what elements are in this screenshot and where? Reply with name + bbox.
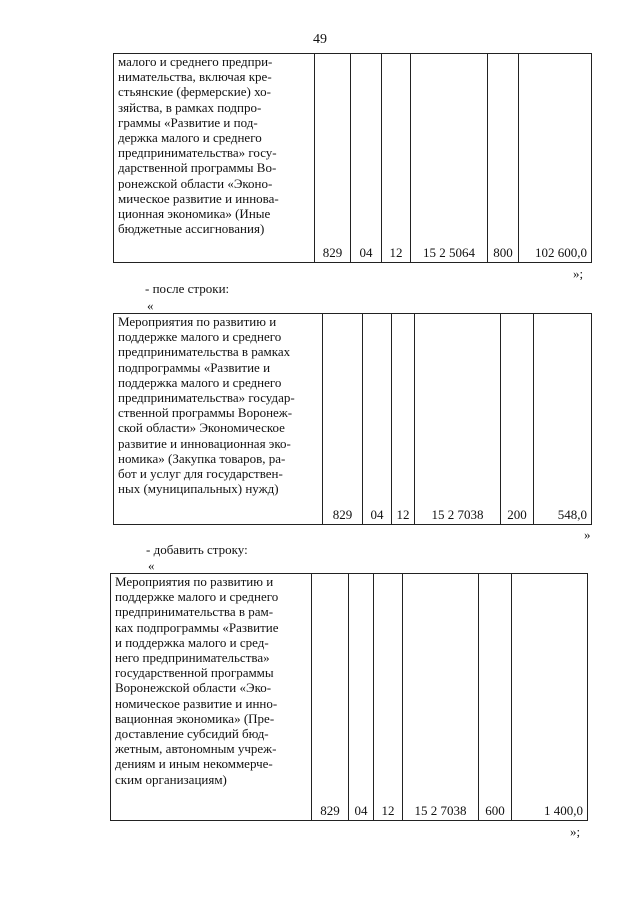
table-row	[111, 574, 588, 821]
expense-type-code: 600	[479, 574, 512, 821]
expense-type-code: 200	[501, 314, 534, 525]
description-line: граммы «Развитие и под-	[118, 114, 258, 130]
description-line: ционная экономика» (Иные	[118, 206, 271, 222]
description-line: мическое развитие и иннова-	[118, 190, 279, 206]
description-line: ных (муниципальных) нужд)	[118, 481, 279, 497]
description-line: вационная экономика» (Пре-	[115, 710, 275, 726]
description-line: предпринимательства» государ-	[118, 390, 295, 406]
description-line: развитие и инновационная эко-	[118, 435, 291, 451]
description-line: Мероприятия по развитию и	[118, 314, 277, 329]
description-line: поддержке малого и среднего	[115, 589, 279, 605]
row-description	[114, 54, 315, 263]
description-line: номическое развитие и инно-	[115, 695, 278, 711]
closing-quote: »	[584, 527, 591, 542]
description-line: бот и услуг для государствен-	[118, 466, 283, 482]
description-line: доставление субсидий бюд-	[115, 726, 269, 742]
description-line: стьянские (фермерские) хо-	[118, 84, 271, 100]
description-line: и поддержка малого и сред-	[115, 634, 269, 650]
amount: 102 600,0	[519, 54, 592, 263]
description-line: него предпринимательства»	[115, 650, 270, 666]
subsection-code: 12	[382, 54, 411, 263]
budget-table-2	[113, 313, 592, 525]
description-line: нимательства, включая кре-	[118, 69, 272, 85]
description-line: предпринимательства в рамках	[118, 344, 291, 360]
instruction-add-row: - добавить строку:	[146, 542, 248, 557]
description-line: бюджетные ассигнования)	[118, 221, 265, 237]
description-line: малого и среднего предпри-	[118, 54, 273, 69]
section-code: 04	[363, 314, 392, 525]
description-line: предпринимательства в рам-	[115, 604, 274, 620]
description-line: ронежской области «Эконо-	[118, 175, 273, 191]
subsection-code: 12	[392, 314, 415, 525]
target-article-code: 15 2 7038	[403, 574, 479, 821]
description-line: Мероприятия по развитию и	[115, 574, 274, 589]
section-code: 04	[349, 574, 374, 821]
description-line: поддержка малого и среднего	[118, 374, 282, 390]
target-article-code: 15 2 7038	[415, 314, 501, 525]
opening-quote: «	[148, 558, 155, 573]
row-description	[114, 314, 323, 525]
opening-quote: «	[147, 298, 154, 313]
description-line: ственной программы Воронеж-	[118, 405, 293, 421]
budget-table-1	[113, 53, 592, 263]
description-line: номика» (Закупка товаров, ра-	[118, 450, 286, 466]
description-line: дениям и иным некоммерче-	[115, 756, 273, 772]
section-code: 04	[351, 54, 382, 263]
amount: 1 400,0	[512, 574, 588, 821]
expense-type-code: 800	[488, 54, 519, 263]
description-line: держка малого и среднего	[118, 130, 262, 146]
description-line: Воронежской области «Эко-	[115, 680, 272, 696]
description-line: ках подпрограммы «Развитие	[115, 619, 279, 635]
amount: 548,0	[534, 314, 592, 525]
ministry-code: 829	[323, 314, 363, 525]
description-line: государственной программы	[115, 665, 274, 681]
description-line: зяйства, в рамках подпро-	[118, 99, 262, 115]
closing-quote: »;	[570, 824, 581, 839]
description-line: жетным, автономным учреж-	[115, 741, 277, 757]
ministry-code: 829	[312, 574, 349, 821]
table-row	[114, 314, 592, 525]
table-row	[114, 54, 592, 263]
description-line: дарственной программы Во-	[118, 160, 277, 176]
row-description	[111, 574, 312, 821]
description-line: ским организациям)	[115, 771, 227, 787]
description-line: подпрограммы «Развитие и	[118, 359, 271, 375]
closing-quote: »;	[573, 266, 584, 281]
ministry-code: 829	[315, 54, 351, 263]
description-line: поддержке малого и среднего	[118, 329, 282, 345]
page-number: 49	[313, 32, 327, 47]
subsection-code: 12	[374, 574, 403, 821]
target-article-code: 15 2 5064	[411, 54, 488, 263]
instruction-after-row: - после строки:	[145, 281, 230, 296]
budget-table-3	[110, 573, 588, 821]
description-line: предпринимательства» госу-	[118, 145, 277, 161]
description-line: ской области» Экономическое	[118, 420, 285, 436]
